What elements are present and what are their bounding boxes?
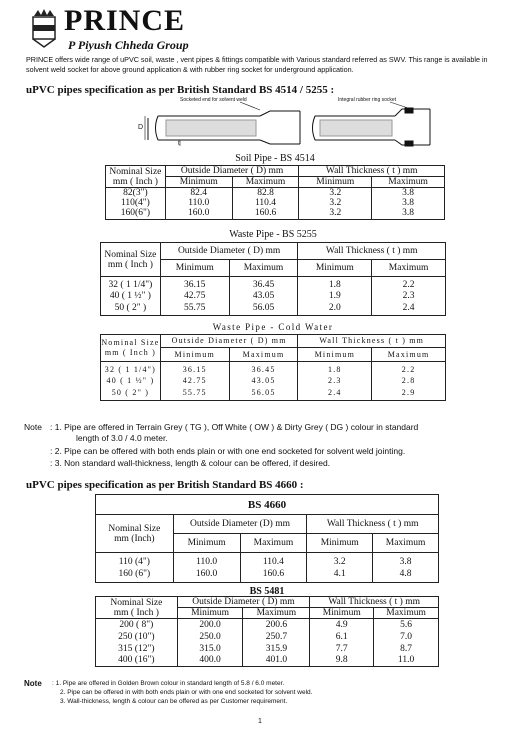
- table-row: [101, 387, 446, 400]
- header-min: Minimum: [299, 177, 372, 188]
- cell: 110(4"): [106, 198, 166, 208]
- diagram-label-ring: Integral rubber ring socket: [338, 97, 397, 103]
- waste-table: [100, 242, 446, 316]
- cell: 36.45: [229, 277, 298, 291]
- note-item: 2. Pipe can be offered in with both ends plain or with one end socketed for solvent weld.: [60, 689, 313, 696]
- cell: 3.2: [299, 198, 372, 208]
- table-row: [96, 655, 439, 667]
- header-nominal: Nominal Size mm ( Inch ): [96, 597, 178, 619]
- soil-caption: Soil Pipe - BS 4514: [235, 153, 315, 164]
- cell: 400 (16"): [96, 655, 178, 667]
- header-min: Minimum: [298, 348, 372, 362]
- cell: 2.3: [372, 290, 446, 302]
- cell: 11.0: [374, 655, 439, 667]
- cell: 82.4: [165, 188, 232, 199]
- header-wt: Wall Thickness ( t ) mm: [307, 515, 439, 534]
- cell: 160 (6"): [96, 567, 174, 582]
- cell: 315.9: [243, 643, 310, 655]
- cell: 200.0: [177, 619, 243, 631]
- cell: 9.8: [310, 655, 374, 667]
- cell: 3.8: [372, 198, 445, 208]
- table-row: [106, 198, 445, 208]
- header-max: Maximum: [229, 348, 298, 362]
- cell: 36.15: [160, 277, 229, 291]
- cell: 3.8: [372, 208, 445, 219]
- cell: 1.8: [298, 277, 372, 291]
- header-max: Maximum: [229, 260, 298, 277]
- cold-caption: Waste Pipe - Cold Water: [212, 322, 334, 332]
- note-item: : 1. Pipe are offered in Terrain Grey ( TG ), Off White ( OW ) & Dirty Grey ( DG ) colour in standard: [50, 422, 419, 432]
- cell: 2.3: [298, 375, 372, 387]
- header-wt: Wall Thickness ( t ) mm: [298, 243, 446, 260]
- cell: 160.6: [240, 567, 307, 582]
- cell: 6.1: [310, 631, 374, 643]
- header-min: Minimum: [298, 260, 372, 277]
- cell: 82(3"): [106, 188, 166, 199]
- note-item: : 1. Pipe are offered in Golden Brown colour in standard length of 5.8 / 6.0 meter.: [52, 680, 285, 687]
- cell: 5.6: [374, 619, 439, 631]
- table-row: [96, 631, 439, 643]
- header-max: Maximum: [243, 608, 310, 619]
- bs5481-caption: BS 5481: [249, 586, 285, 597]
- header-max: Maximum: [240, 534, 307, 553]
- cell: 56.05: [229, 302, 298, 315]
- header-wt: Wall Thickness ( t ) mm: [310, 597, 439, 608]
- header-od: Outside Diameter ( D) mm: [177, 597, 310, 608]
- table-row: [101, 362, 446, 376]
- cell: 2.2: [372, 362, 446, 376]
- cell: 110 (4"): [96, 553, 174, 568]
- cell: 200 ( 8"): [96, 619, 178, 631]
- header-min: Minimum: [173, 534, 240, 553]
- cell: 315.0: [177, 643, 243, 655]
- header-max: Maximum: [372, 348, 446, 362]
- cell: 32 ( 1 1/4"): [101, 362, 161, 376]
- header-min: Minimum: [177, 608, 243, 619]
- header-max: Maximum: [232, 177, 299, 188]
- soil-table: [105, 165, 445, 220]
- table-row: [101, 290, 446, 302]
- table-row: [96, 619, 439, 631]
- diagram-label-socket: Socketed end for solvent weld: [180, 97, 247, 103]
- header-od: Outside Diameter (D) mm: [173, 515, 307, 534]
- cell: 3.2: [299, 188, 372, 199]
- cell: 1.8: [298, 362, 372, 376]
- bs5481-table: [95, 596, 439, 667]
- cell: 2.9: [372, 387, 446, 400]
- brand-name: PRINCE: [64, 4, 186, 37]
- section-title-bs4660: uPVC pipes specification as per British Standard BS 4660 :: [26, 479, 304, 491]
- header-max: Maximum: [372, 177, 445, 188]
- cell: 36.15: [160, 362, 229, 376]
- cell: 110.4: [232, 198, 299, 208]
- table-row: [101, 302, 446, 315]
- cell: 40 ( 1 ½" ): [101, 375, 161, 387]
- logo-text: PRINCE: [34, 19, 54, 25]
- cell: 315 (12"): [96, 643, 178, 655]
- bs4660-table: [95, 494, 439, 583]
- cell: 32 ( 1 1/4"): [101, 277, 161, 291]
- header-od: Outside Diameter ( D) mm: [160, 243, 298, 260]
- cell: 400.0: [177, 655, 243, 667]
- diagram-label-t: t: [178, 141, 180, 147]
- cell: 36.45: [229, 362, 298, 376]
- cell: 2.2: [372, 277, 446, 291]
- cell: 3.8: [373, 553, 439, 568]
- cell: 110.0: [165, 198, 232, 208]
- header-min: Minimum: [310, 608, 374, 619]
- cell: 110.4: [240, 553, 307, 568]
- cell: 4.8: [373, 567, 439, 582]
- cell: 42.75: [160, 290, 229, 302]
- cell: 7.7: [310, 643, 374, 655]
- prince-logo-icon: [30, 8, 58, 48]
- cell: 110.0: [173, 553, 240, 568]
- cold-table: [100, 334, 446, 401]
- section-title-bs4514: uPVC pipes specification as per British Standard BS 4514 / 5255 :: [26, 84, 335, 96]
- header-od: Outside Diameter ( D) mm: [165, 166, 299, 177]
- cell: 160.0: [165, 208, 232, 219]
- cell: 250.0: [177, 631, 243, 643]
- header-min: Minimum: [165, 177, 232, 188]
- header-max: Maximum: [372, 260, 446, 277]
- header-max: Maximum: [374, 608, 439, 619]
- note-item: : 2. Pipe can be offered with both ends plain or with one end socketed for solvent weld jointing.: [50, 446, 406, 456]
- header-min: Minimum: [160, 348, 229, 362]
- header-min: Minimum: [307, 534, 373, 553]
- header-nominal: Nominal Size mm ( Inch ): [101, 335, 161, 362]
- cell: 40 ( 1 ½" ): [101, 290, 161, 302]
- cell: 160(6"): [106, 208, 166, 219]
- table-row: [101, 277, 446, 291]
- header-min: Minimum: [160, 260, 229, 277]
- cell: 3.8: [372, 188, 445, 199]
- bs4660-caption: BS 4660: [96, 495, 439, 515]
- header-max: Maximum: [373, 534, 439, 553]
- cell: 4.1: [307, 567, 373, 582]
- cell: 55.75: [160, 302, 229, 315]
- cell: 43.05: [229, 375, 298, 387]
- table-row: [96, 567, 439, 582]
- cell: 2.8: [372, 375, 446, 387]
- header-nominal: Nominal Size mm ( Inch ): [101, 243, 161, 277]
- cell: 160.6: [232, 208, 299, 219]
- cell: 200.6: [243, 619, 310, 631]
- cell: 43.05: [229, 290, 298, 302]
- brand-subtitle: P Piyush Chheda Group: [68, 38, 189, 52]
- cell: 2.4: [298, 387, 372, 400]
- cell: 42.75: [160, 375, 229, 387]
- cell: 56.05: [229, 387, 298, 400]
- diagram-label-d: D: [138, 124, 144, 131]
- cell: 2.0: [298, 302, 372, 315]
- cell: 82.8: [232, 188, 299, 199]
- cell: 1.9: [298, 290, 372, 302]
- header-od: Outside Diameter ( D) mm: [160, 335, 298, 348]
- cell: 50 ( 2" ): [101, 302, 161, 315]
- page-number: 1: [258, 718, 262, 725]
- cell: 401.0: [243, 655, 310, 667]
- table-row: [106, 188, 445, 199]
- cell: 250.7: [243, 631, 310, 643]
- table-row: [96, 553, 439, 568]
- note-item: : 3. Non standard wall-thickness, length & colour can be offered, if desired.: [50, 458, 331, 468]
- cell: 3.2: [299, 208, 372, 219]
- cell: 2.4: [372, 302, 446, 315]
- cell: 55.75: [160, 387, 229, 400]
- header-nominal: Nominal Size mm ( Inch ): [106, 166, 166, 188]
- cell: 4.9: [310, 619, 374, 631]
- header-nominal: Nominal Size mm (Inch): [96, 515, 174, 553]
- table-row: [101, 375, 446, 387]
- cell: 160.0: [173, 567, 240, 582]
- cell: 50 ( 2" ): [101, 387, 161, 400]
- table-row: [96, 643, 439, 655]
- waste-caption: Waste Pipe - BS 5255: [229, 229, 317, 240]
- header-wt: Wall Thickness ( t ) mm: [298, 335, 446, 348]
- intro-text: PRINCE offers wide range of uPVC soil, waste , vent pipes & fittings compatible with Various standard referred as SWV. This range is available in solvent weld socket for above ground application & with rubber ring socket for underground application.: [26, 55, 488, 74]
- header-wt: Wall Thickness ( t ) mm: [299, 166, 445, 177]
- note-item: 3. Wall-thickness, length & colour can be offered as per Customer requirement.: [60, 698, 288, 705]
- cell: 7.0: [374, 631, 439, 643]
- table-row: [106, 208, 445, 219]
- note-item: length of 3.0 / 4.0 meter.: [76, 433, 168, 443]
- pipe-diagram: [140, 96, 440, 148]
- cell: 8.7: [374, 643, 439, 655]
- note-label: Note: [24, 679, 42, 688]
- cell: 3.2: [307, 553, 373, 568]
- cell: 250 (10"): [96, 631, 178, 643]
- note-label: Note: [24, 422, 42, 432]
